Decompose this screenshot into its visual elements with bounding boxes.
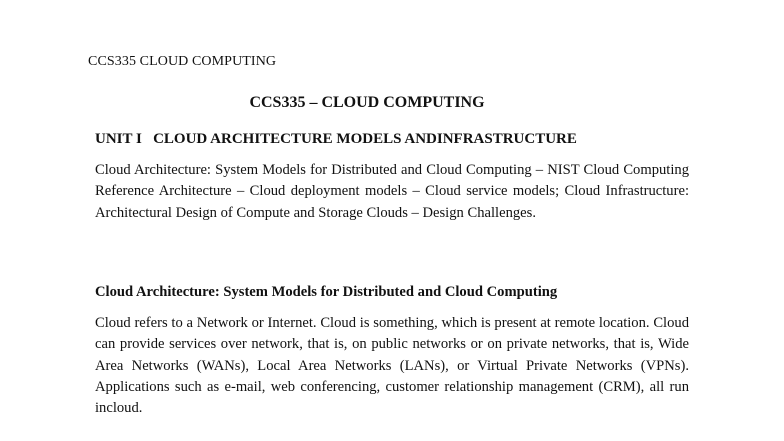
unit-heading: UNIT I CLOUD ARCHITECTURE MODELS ANDINFRASTRUCTURE (95, 131, 577, 147)
unit-syllabus-paragraph: Cloud Architecture: System Models for Distributed and Cloud Computing – NIST Cloud Computing Reference Architecture – Cloud deployment models – Cloud service models; Cloud Infrastructure: Architectural Design of Compute and Storage Clouds – Design Challenges. (95, 162, 689, 221)
section-paragraph: Cloud refers to a Network or Internet. Cloud is something, which is present at remote location. Cloud can provide services over network, that is, on public networks or on private networks, that is, Wide Area Networks (WANs), Local Area Networks (LANs), or Virtual Private Networks (VPNs). Applications such as e-mail, web conferencing, customer relationship management (CRM), all run incloud. (95, 315, 689, 417)
running-header: CCS335 CLOUD COMPUTING (88, 54, 277, 69)
document-title: CCS335 – CLOUD COMPUTING (249, 94, 485, 111)
section-heading: Cloud Architecture: System Models for Distributed and Cloud Computing (95, 284, 558, 300)
